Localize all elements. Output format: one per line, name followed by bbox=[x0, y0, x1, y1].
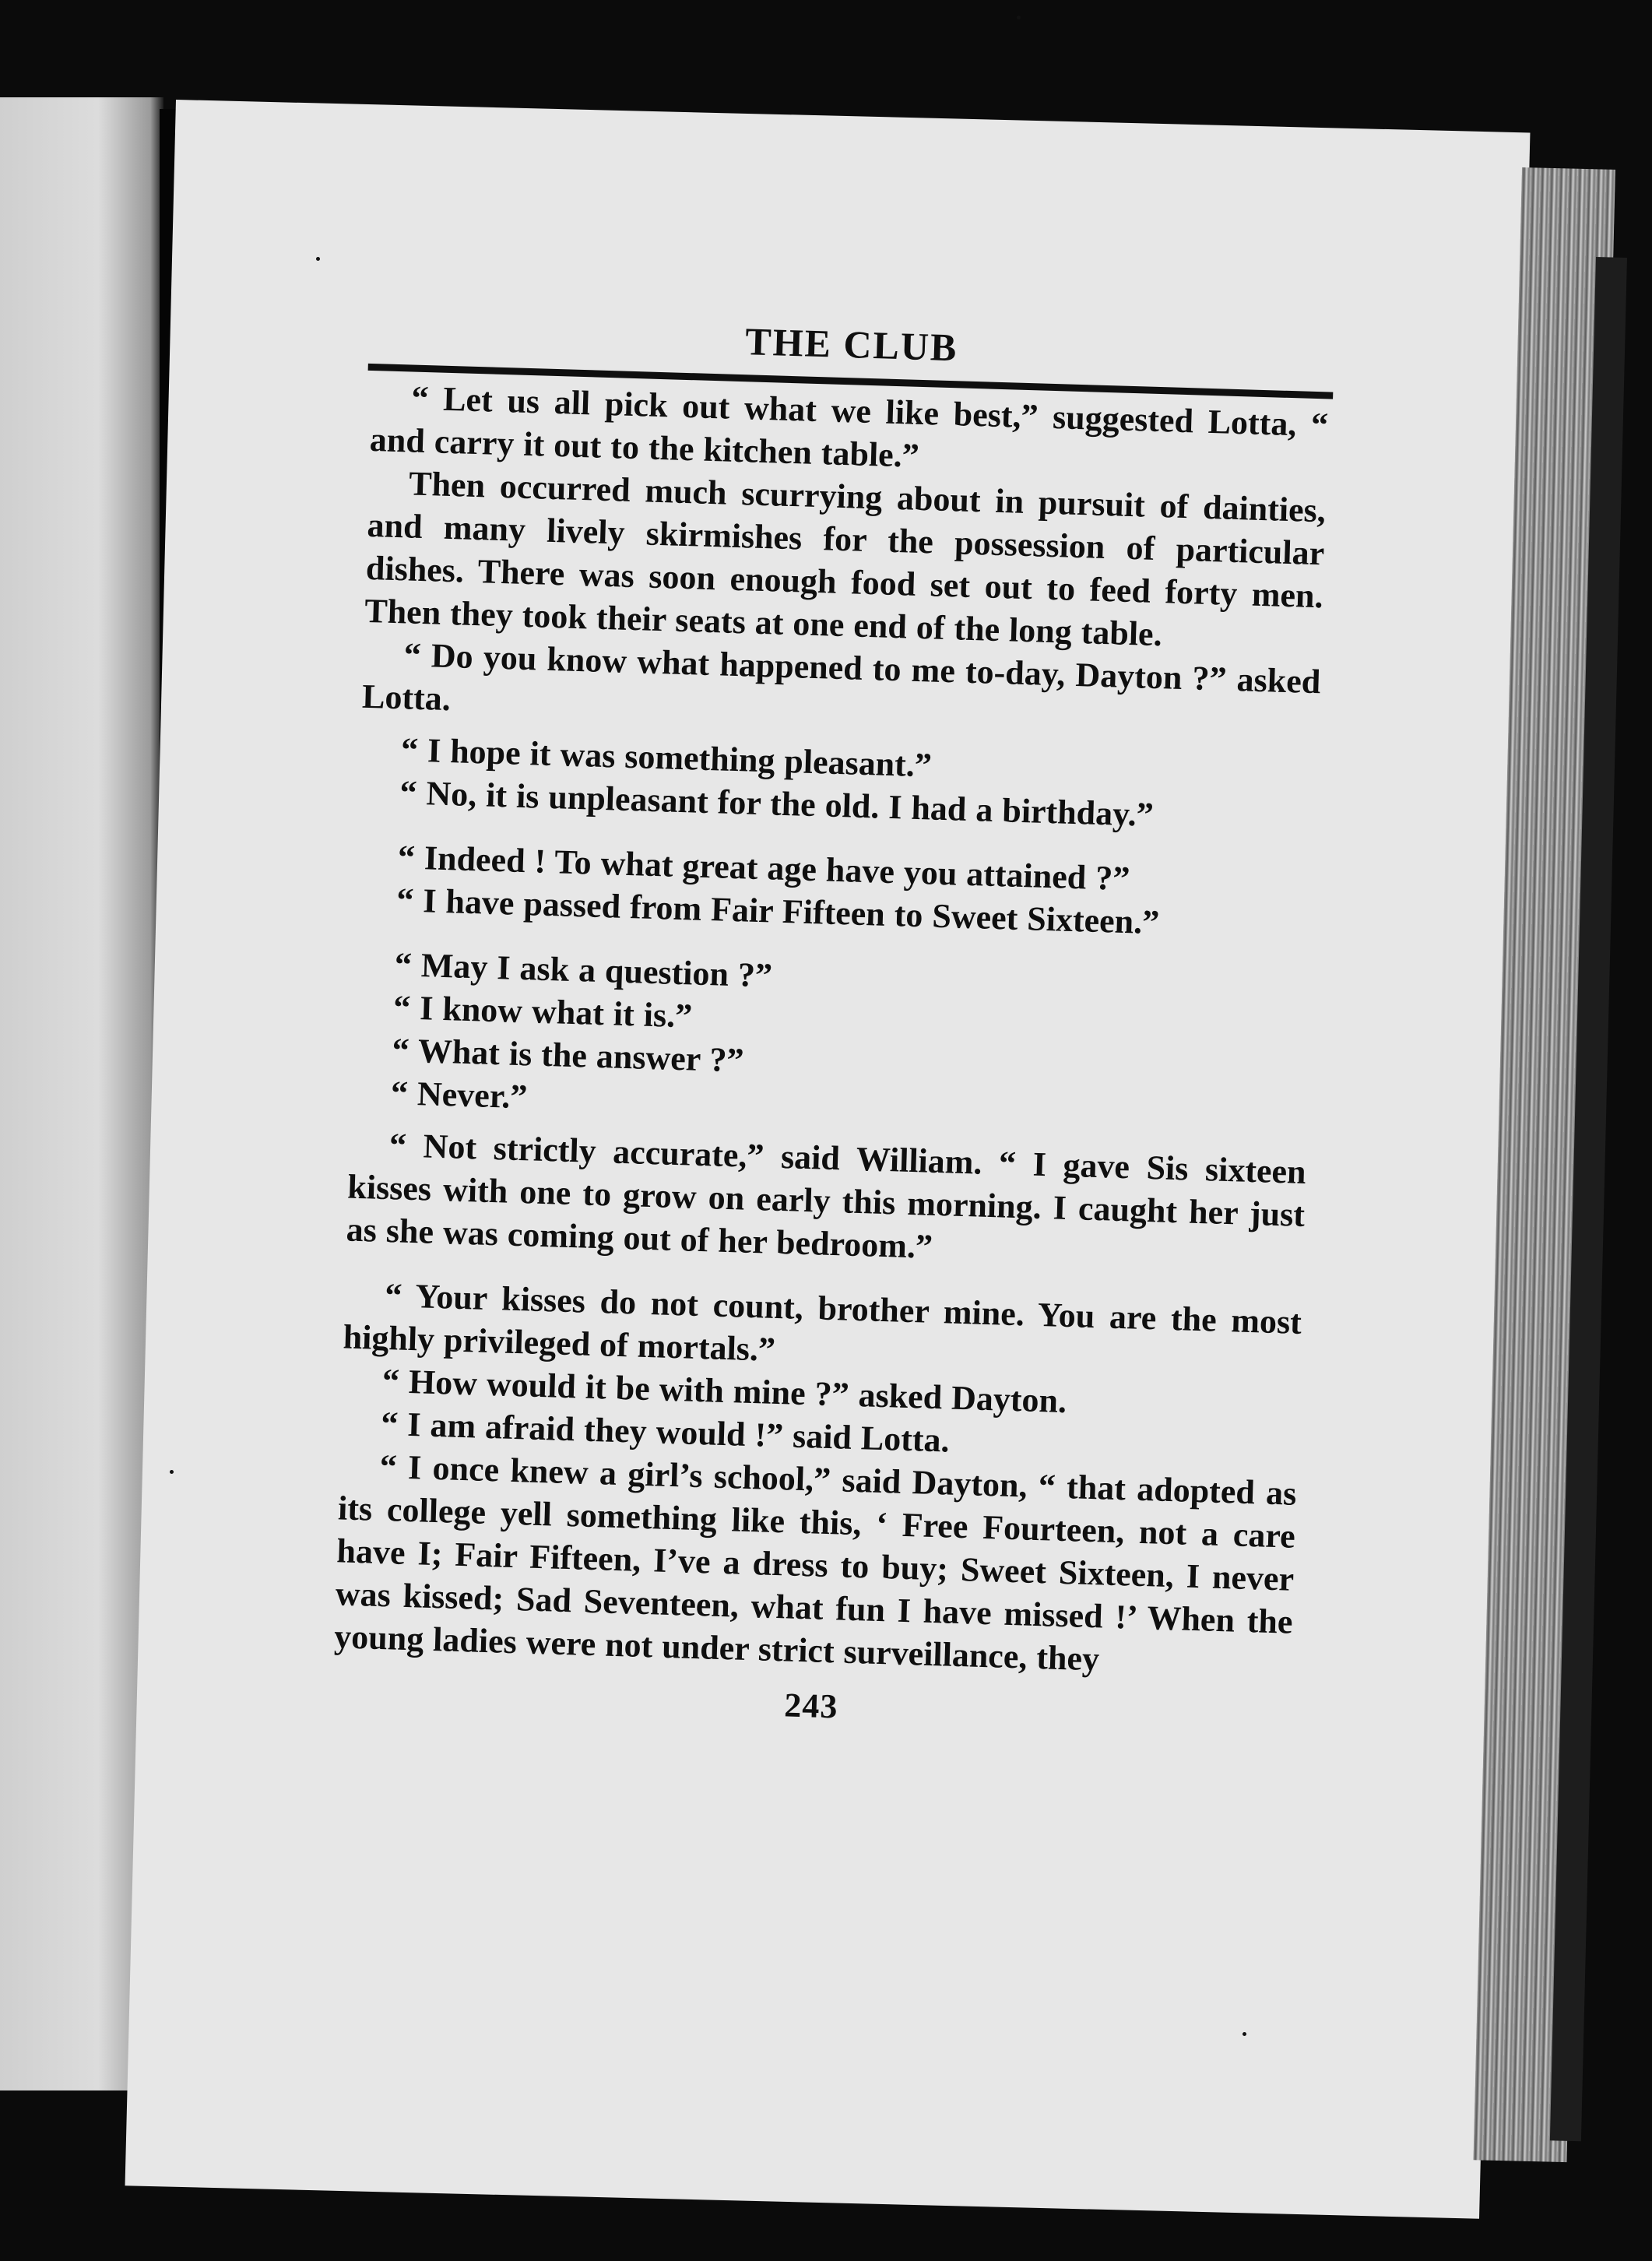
paragraph: “ Not strictly accurate,” said William. “ I gave Sis sixteen kisses with one to grow on early this morning. I caught her just as she was coming out of her bedroom.” bbox=[346, 1126, 1307, 1266]
ink-speck bbox=[170, 1470, 174, 1474]
paragraph: “ I hope it was something pleasant.” bbox=[400, 730, 933, 785]
paragraph: “ I know what it is.” bbox=[392, 988, 693, 1036]
paragraph: “ I am afraid they would !” said Lotta. bbox=[380, 1404, 951, 1460]
paragraph: “ I once knew a girl’s school,” said Dayton, “ that adopted as its college yell something like this, ‘ Free Fourteen, not a care have I; Fair Fifteen, I’ve a dress to buy; Sweet Sixteen, I never was kissed; Sad Seventeen, what fun I have missed !’ When the young ladies were not under strict surveillance, they bbox=[333, 1447, 1298, 1679]
paragraph: “ How would it be with mine ?” asked Dayton. bbox=[381, 1361, 1067, 1421]
page-number: 243 bbox=[783, 1686, 839, 1726]
paragraph: “ I have passed from Fair Fifteen to Sweet Sixteen.” bbox=[395, 881, 1160, 942]
running-head: THE CLUB bbox=[744, 319, 959, 370]
paragraph: “ Do you know what happened to me to-day, Dayton ?” asked Lotta. bbox=[361, 635, 1321, 719]
ink-speck bbox=[1017, 16, 1021, 19]
paragraph: “ Never.” bbox=[390, 1074, 529, 1116]
paragraph: “ No, it is unpleasant for the old. I had a birthday.” bbox=[399, 773, 1155, 834]
paragraph: “ Let us all pick out what we like best,” suggested Lotta, “ and carry it out to the kitchen table.” bbox=[369, 378, 1329, 475]
paragraph: “ What is the answer ?” bbox=[391, 1031, 745, 1080]
ink-speck bbox=[1243, 2032, 1246, 2036]
paragraph: “ Your kisses do not count, brother mine. You are the most highly privileged of mortals.” bbox=[343, 1275, 1302, 1369]
paragraph: Then occurred much scurrying about in pursuit of dainties, and many lively skirmishes for the possession of particular dishes. There was soon enough food set out to feed forty men. Then they took their seats at one end of the long table. bbox=[364, 464, 1327, 654]
paragraph: “ May I ask a question ?” bbox=[394, 945, 773, 995]
page-text-block bbox=[332, 308, 1330, 1740]
ink-speck bbox=[316, 257, 320, 261]
paragraph: “ Indeed ! To what great age have you attained ?” bbox=[397, 838, 1130, 898]
